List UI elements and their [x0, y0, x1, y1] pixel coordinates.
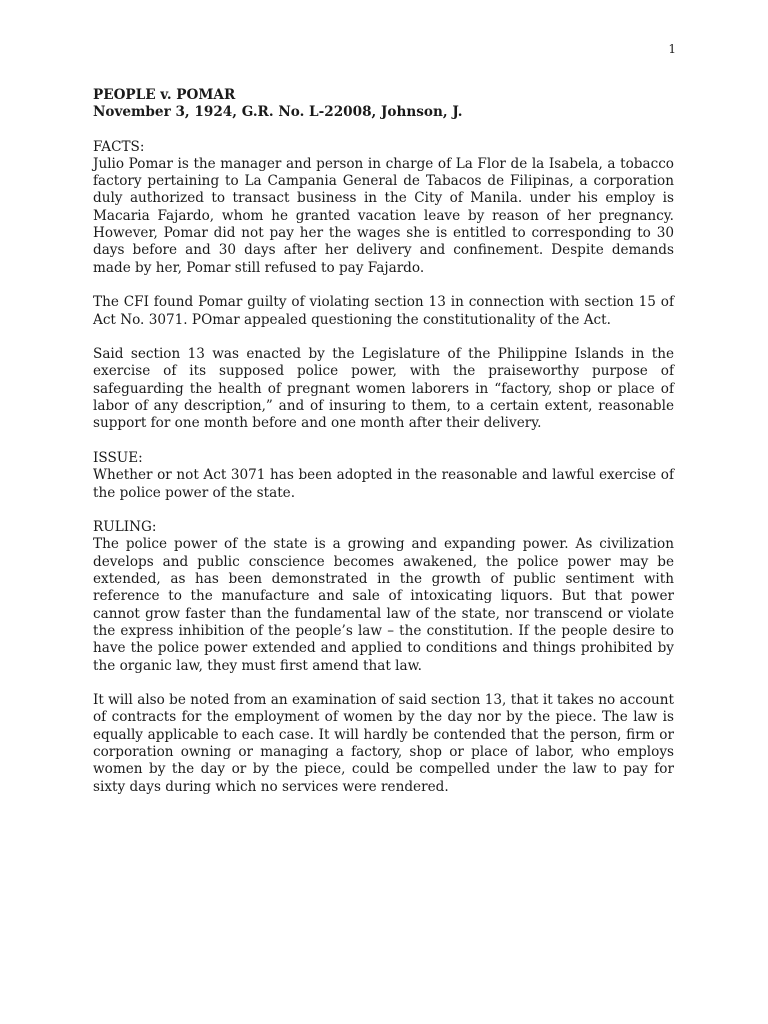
page-number: 1	[668, 42, 676, 56]
ruling-heading: RULING:	[93, 519, 157, 536]
facts-paragraph-3: Said section 13 was enacted by the Legislature of the Philippine Islands in the exercise of its supposed police power, with the praiseworthy purpose of safeguarding the health of pregnant women laborers in “factory, shop or place of labor of any description,” and of insuring to them, to a certain extent, reasonable support for one month before and one month after their delivery.	[93, 346, 674, 432]
case-title: PEOPLE v. POMAR	[93, 87, 236, 103]
facts-paragraph-2: The CFI found Pomar guilty of violating section 13 in connection with section 15 of Act No. 3071. POmar appealed questioning the constitutionality of the Act.	[93, 294, 674, 328]
facts-heading: FACTS:	[93, 138, 145, 155]
section-facts	[93, 139, 674, 433]
issue-paragraph-1: Whether or not Act 3071 has been adopted in the reasonable and lawful exercise of the police power of the state.	[93, 467, 674, 501]
ruling-paragraph-1: The police power of the state is a growing and expanding power. As civilization develops and public conscience becomes awakened, the police power may be extended, as has been demonstrated in the growth of public sentiment with reference to the manufacture and sale of intoxicating liquors. But that power cannot grow faster than the fundamental law of the state, nor transcend or violate the express inhibition of the people’s law – the constitution. If the people desire to have the police power extended and applied to conditions and things prohibited by the organic law, they must first amend that law.	[93, 536, 674, 674]
issue-heading: ISSUE:	[93, 449, 143, 466]
section-ruling	[93, 519, 674, 796]
ruling-paragraph-2: It will also be noted from an examination of said section 13, that it takes no account of contracts for the employment of women by the day nor by the piece. The law is equally applicable to each case. It will hardly be contended that the person, firm or corporation owning or managing a factory, shop or place of labor, who employs women by the day or by the piece, could be compelled under the law to pay for sixty days during which no services were rendered.	[93, 692, 674, 795]
facts-paragraph-1: Julio Pomar is the manager and person in charge of La Flor de la Isabela, a tobacco factory pertaining to La Campania General de Tabacos de Filipinas, a corporation duly authorized to transact business in the City of Manila. under his employ is Macaria Fajardo, whom he granted vacation leave by reason of her pregnancy. However, Pomar did not pay her the wages she is entitled to corresponding to 30 days before and 30 days after her delivery and confinement. Despite demands made by her, Pomar still refused to pay Fajardo.	[93, 155, 674, 276]
section-issue	[93, 450, 674, 502]
document-body	[93, 87, 674, 813]
case-citation: November 3, 1924, G.R. No. L-22008, Johnson, J.	[93, 104, 463, 121]
